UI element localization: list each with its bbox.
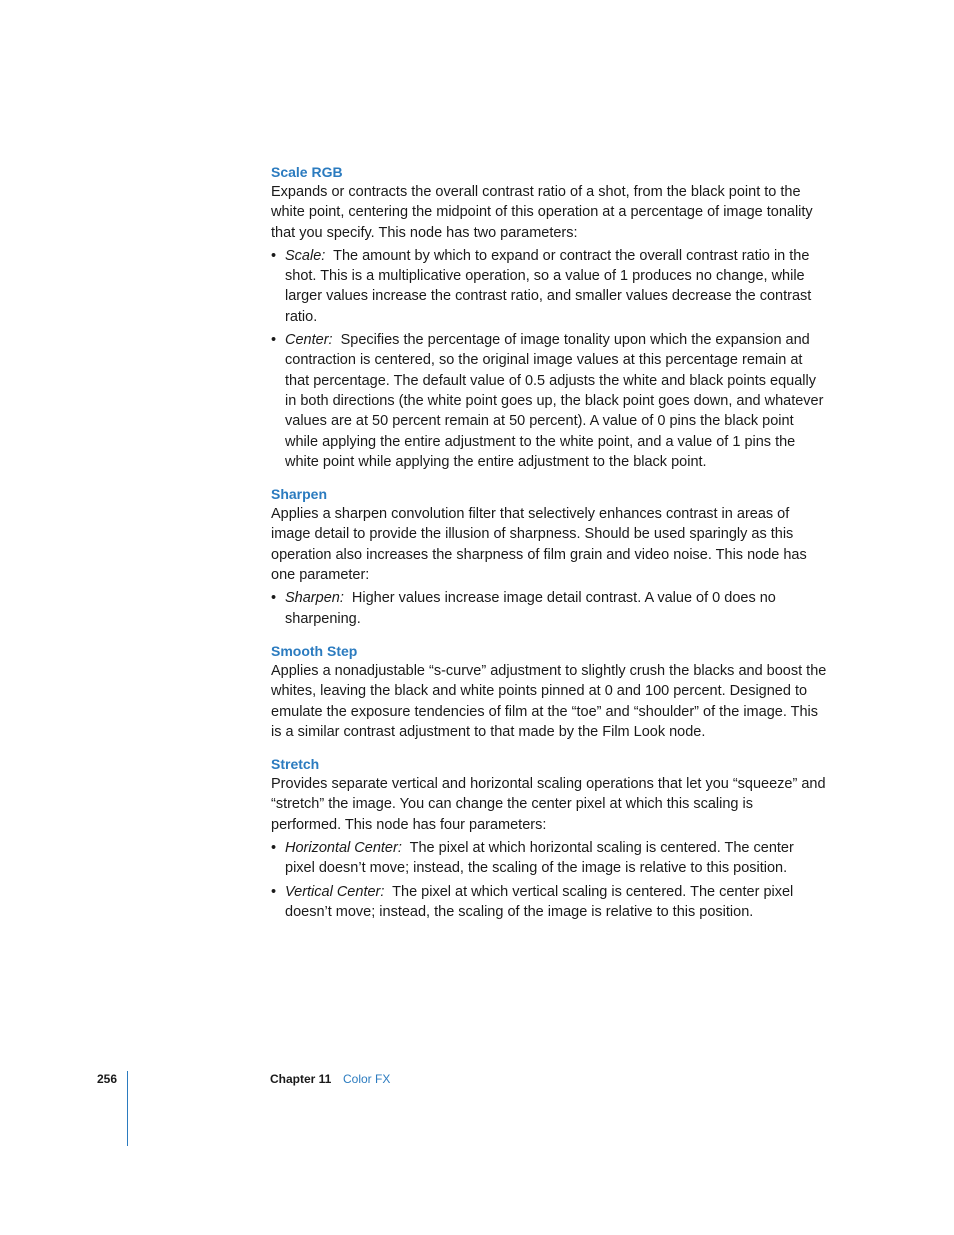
- section-stretch: [271, 754, 827, 922]
- bullet-icon: •: [271, 840, 277, 857]
- section-intro: Applies a nonadjustable “s-curve” adjustment to slightly crush the blacks and boost the whites, leaving the black and white points pinned at 0 and 100 percent. Designed to emulate the exposure tendencies of film at the “toe” and “shoulder” of the image. This is a similar contrast adjustment to that made by the Film Look node.: [271, 662, 827, 740]
- parameter-item: [271, 330, 827, 472]
- parameter-item: [271, 838, 827, 879]
- section-heading: Sharpen: [271, 486, 328, 503]
- bullet-icon: •: [271, 332, 277, 349]
- bullet-icon: •: [271, 883, 277, 900]
- parameter-description: The pixel at which vertical scaling is centered. The center pixel doesn’t move; instead, the scaling of the image is relative to this position.: [285, 883, 794, 920]
- section-intro: Applies a sharpen convolution filter that selectively enhances contrast in areas of image detail to provide the illusion of sharpness. Should be used sparingly as this operation also increases the sharpness of film grain and video noise. This node has one parameter:: [271, 506, 807, 584]
- chapter-label: Chapter 11: [270, 1072, 332, 1086]
- chapter-title: Color FX: [343, 1072, 391, 1086]
- parameter-term: Scale:: [285, 247, 326, 264]
- section-intro: Expands or contracts the overall contrast ratio of a shot, from the black point to the white point, centering the midpoint of this operation at a percentage of image tonality that you specify. This node has two parameters:: [271, 184, 813, 241]
- parameter-description: Higher values increase image detail contrast. A value of 0 does no sharpening.: [285, 590, 776, 627]
- parameter-description: The amount by which to expand or contract the overall contrast ratio in the shot. This is a multiplicative operation, so a value of 1 produces no change, while larger values increase the contrast ratio, and smaller values decrease the contrast ratio.: [285, 247, 812, 325]
- parameter-term: Sharpen:: [285, 590, 344, 607]
- bullet-icon: •: [271, 247, 277, 264]
- section-intro: Provides separate vertical and horizontal scaling operations that let you “squeeze” and “stretch” the image. You can change the center pixel at which this scaling is performed. This node has four parameters:: [271, 776, 826, 833]
- parameter-list: [271, 246, 827, 472]
- parameter-item: [271, 588, 827, 629]
- parameter-description: The pixel at which horizontal scaling is centered. The center pixel doesn’t move; instead, the scaling of the image is relative to this position.: [285, 840, 794, 877]
- page-content: [271, 162, 827, 934]
- section-smooth-step: [271, 641, 827, 742]
- section-heading: Scale RGB: [271, 164, 343, 180]
- parameter-term: Horizontal Center:: [285, 840, 402, 857]
- parameter-list: [271, 588, 827, 629]
- parameter-term: Center:: [285, 332, 333, 349]
- parameter-term: Vertical Center:: [285, 883, 385, 900]
- parameter-list: [271, 838, 827, 922]
- section-scale-rgb: [271, 162, 827, 472]
- section-heading: Stretch: [271, 756, 320, 773]
- parameter-description: Specifies the percentage of image tonality upon which the expansion and contraction is centered, so the original image values at this percentage remain at that percentage. The default value of 0.5 adjusts the white and black points equally in both directions (the white point goes up, the black point goes down, and whatever values are at 50 percent remain at 50 percent). A value of 0 pins the black point while applying the entire adjustment to the white point, and a value of 1 pins the white point while applying the entire adjustment to the black point.: [285, 332, 824, 470]
- section-sharpen: [271, 484, 827, 629]
- bullet-icon: •: [271, 590, 277, 607]
- page-number: 256: [97, 1072, 118, 1086]
- section-heading: Smooth Step: [271, 642, 358, 659]
- parameter-item: [271, 246, 827, 327]
- footer-divider: [127, 1071, 128, 1146]
- parameter-item: [271, 882, 827, 923]
